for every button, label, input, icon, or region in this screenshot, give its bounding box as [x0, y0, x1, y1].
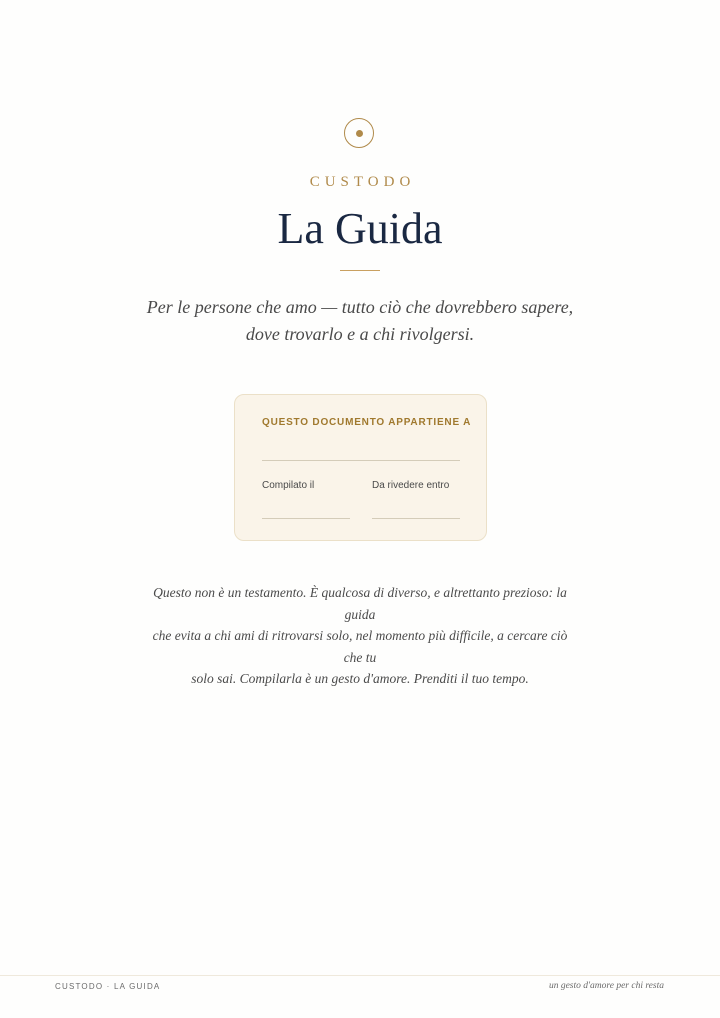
ownership-card	[234, 394, 487, 541]
footer-brand: CUSTODO · LA GUIDA	[55, 982, 161, 991]
subtitle-line-2: dove trovarlo e a chi rivolgersi.	[245, 324, 475, 344]
footer-tagline: un gesto d'amore per chi resta	[548, 981, 664, 991]
page-title: La Guida	[277, 204, 443, 253]
circle-dot-icon	[344, 118, 374, 148]
footer-divider	[0, 975, 720, 976]
owner-label: QUESTO DOCUMENTO APPARTIENE A	[262, 417, 472, 428]
subtitle-line-1: Per le persone che amo — tutto ciò che dovrebbero sapere,	[146, 297, 574, 317]
review-date-label: Da rivedere entro	[372, 480, 450, 491]
review-date-field[interactable]	[372, 518, 460, 519]
intro-paragraph	[150, 582, 570, 690]
intro-line-3: solo sai. Compilarla è un gesto d'amore. Prenditi il tuo tempo.	[191, 671, 529, 686]
owner-name-field[interactable]	[262, 460, 460, 461]
intro-line-1: Questo non è un testamento. È qualcosa di diverso, e altrettanto prezioso: la guida	[153, 585, 567, 622]
emblem-dot	[356, 130, 363, 137]
intro-line-2: che evita a chi ami di ritrovarsi solo, nel momento più difficile, a cercare ciò che tu	[152, 628, 568, 665]
compiled-date-label: Compilato il	[262, 480, 315, 491]
compiled-date-field[interactable]	[262, 518, 350, 519]
title-divider	[340, 270, 380, 271]
brand-eyebrow: CUSTODO	[309, 174, 416, 190]
subtitle	[120, 294, 600, 348]
